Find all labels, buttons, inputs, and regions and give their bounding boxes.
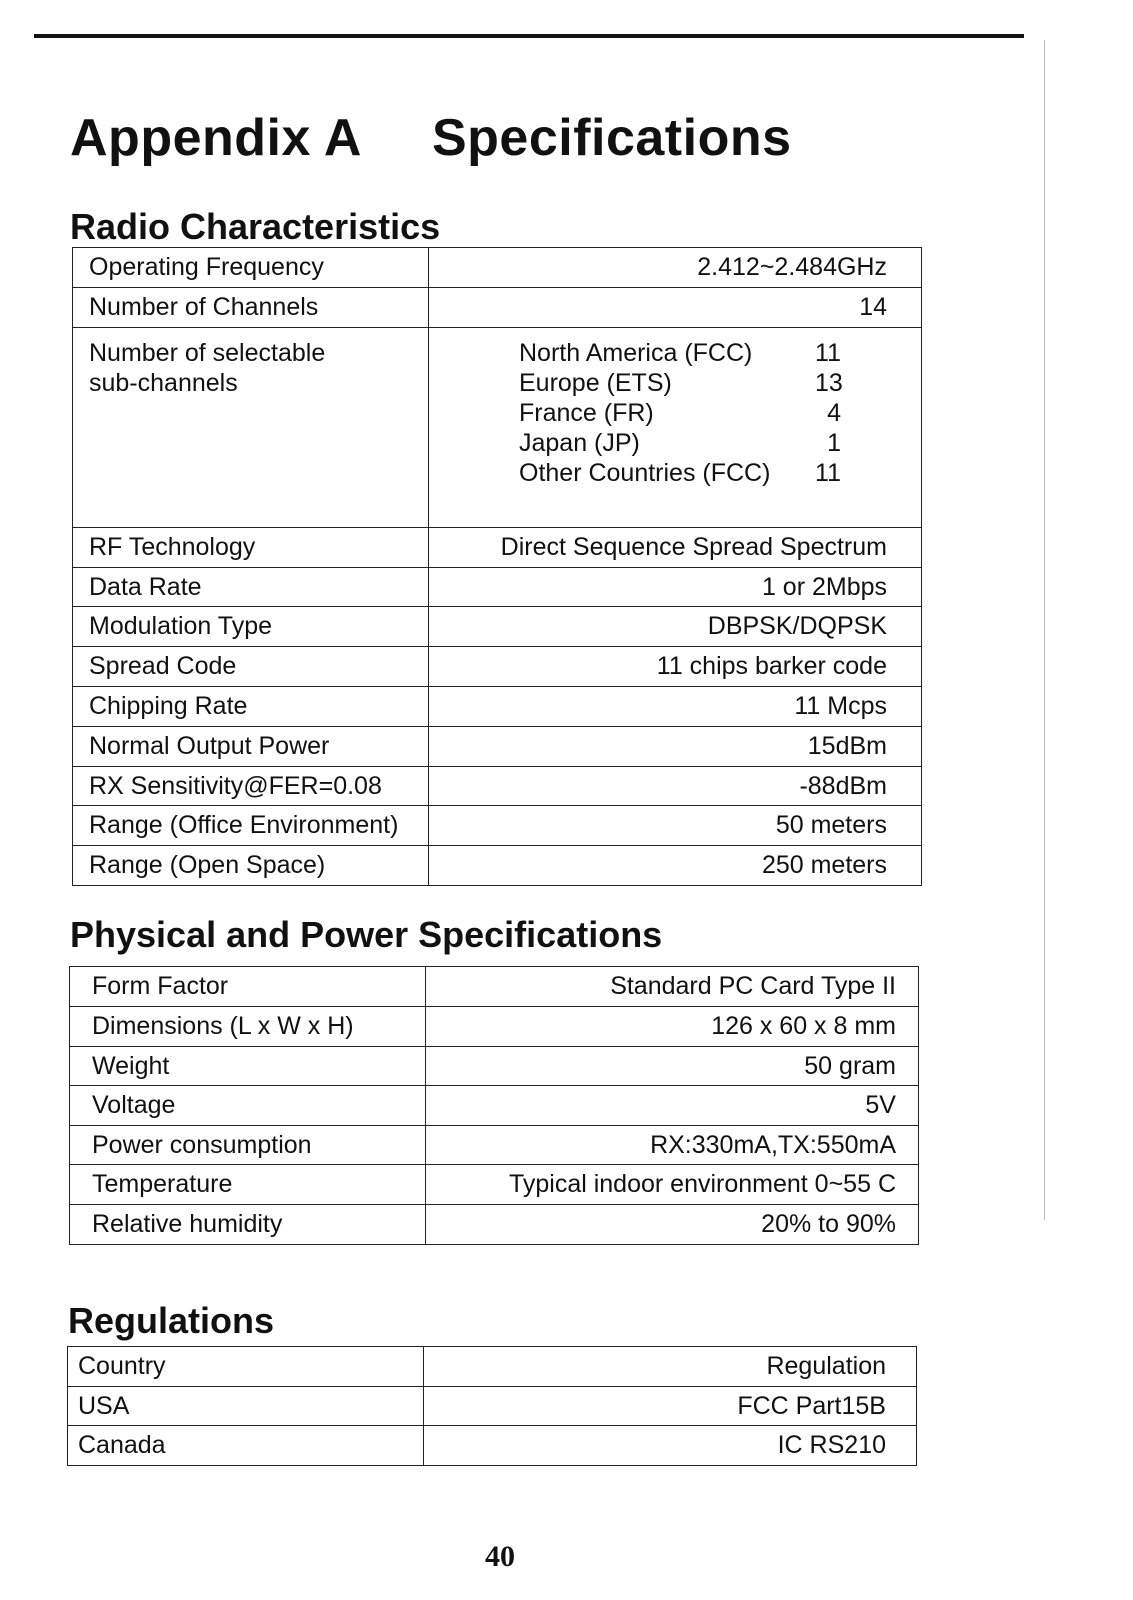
channel-count: 4 xyxy=(827,399,841,427)
spec-value: 126 x 60 x 8 mm xyxy=(426,1007,919,1047)
spec-label: RX Sensitivity@FER=0.08 xyxy=(73,767,429,806)
country-cell: Canada xyxy=(68,1426,424,1466)
list-item xyxy=(519,338,841,368)
table-row xyxy=(70,1126,919,1165)
spec-label: Data Rate xyxy=(73,568,429,607)
spec-value: 5V xyxy=(426,1086,919,1126)
table-row xyxy=(68,1426,917,1466)
radio-spec-table xyxy=(72,247,922,886)
physical-section-title: Physical and Power Specifications xyxy=(70,914,663,955)
spec-label: Dimensions (L x W x H) xyxy=(70,1007,426,1047)
table-row xyxy=(73,806,922,846)
spec-value: 1 or 2Mbps xyxy=(429,568,922,607)
table-row xyxy=(73,568,922,607)
spec-value: 2.412~2.484GHz xyxy=(429,248,922,288)
appendix-title: Specifications xyxy=(431,109,792,167)
table-row xyxy=(73,528,922,568)
table-row xyxy=(73,687,922,727)
spec-label: Relative humidity xyxy=(70,1205,426,1245)
spec-value: RX:330mA,TX:550mA xyxy=(426,1126,919,1165)
spec-label: Spread Code xyxy=(73,647,429,687)
page-number: 40 xyxy=(485,1540,515,1573)
region-name: Japan (JP) xyxy=(519,429,640,457)
spec-label: Normal Output Power xyxy=(73,727,429,767)
spec-label: Number of Channels xyxy=(73,288,429,328)
list-item xyxy=(519,428,841,458)
spec-label: Range (Open Space) xyxy=(73,846,429,886)
spec-value: 50 gram xyxy=(426,1047,919,1086)
table-row xyxy=(73,846,922,886)
list-item xyxy=(519,398,841,428)
regulation-cell: IC RS210 xyxy=(424,1426,917,1466)
table-row xyxy=(73,767,922,806)
spec-value: Typical indoor environment 0~55 C xyxy=(426,1165,919,1205)
spec-label: Weight xyxy=(70,1047,426,1086)
physical-spec-table xyxy=(69,966,919,1245)
page-title xyxy=(70,108,792,168)
subchannel-cell xyxy=(429,328,922,528)
table-row xyxy=(73,328,922,528)
region-name: Other Countries (FCC) xyxy=(519,459,771,487)
channel-count: 11 xyxy=(815,459,841,487)
country-cell: USA xyxy=(68,1387,424,1426)
spec-label: Form Factor xyxy=(70,967,426,1007)
spec-label: Operating Frequency xyxy=(73,248,429,288)
region-name: France (FR) xyxy=(519,399,654,427)
table-row xyxy=(70,967,919,1007)
table-row xyxy=(73,288,922,328)
list-item xyxy=(519,368,841,398)
channel-count: 13 xyxy=(815,369,843,397)
table-row xyxy=(70,1007,919,1047)
region-name: Europe (ETS) xyxy=(519,369,672,397)
spec-label: Range (Office Environment) xyxy=(73,806,429,846)
regulations-table xyxy=(67,1346,917,1466)
region-name: North America (FCC) xyxy=(519,339,753,367)
spec-value: 11 Mcps xyxy=(429,687,922,727)
spec-label: Modulation Type xyxy=(73,607,429,647)
spec-label: Chipping Rate xyxy=(73,687,429,727)
appendix-label: Appendix A xyxy=(70,109,362,167)
page-edge-line xyxy=(1044,40,1045,1220)
table-row xyxy=(68,1347,917,1387)
spec-value: Direct Sequence Spread Spectrum xyxy=(429,528,922,568)
spec-value: 250 meters xyxy=(429,846,922,886)
table-row xyxy=(70,1047,919,1086)
spec-label: RF Technology xyxy=(73,528,429,568)
table-row xyxy=(70,1086,919,1126)
table-row xyxy=(73,727,922,767)
spec-value: 14 xyxy=(429,288,922,328)
spec-label: Voltage xyxy=(70,1086,426,1126)
spec-value: 20% to 90% xyxy=(426,1205,919,1245)
subchannel-list xyxy=(519,338,841,488)
table-header-cell: Country xyxy=(68,1347,424,1387)
table-row xyxy=(73,647,922,687)
spec-label: Temperature xyxy=(70,1165,426,1205)
spec-value: 11 chips barker code xyxy=(429,647,922,687)
table-row xyxy=(70,1165,919,1205)
spec-value: 50 meters xyxy=(429,806,922,846)
spec-value: 15dBm xyxy=(429,727,922,767)
spec-value: -88dBm xyxy=(429,767,922,806)
regulation-cell: FCC Part15B xyxy=(424,1387,917,1426)
table-row xyxy=(73,248,922,288)
spec-value: Standard PC Card Type II xyxy=(426,967,919,1007)
list-item xyxy=(519,458,841,488)
table-row xyxy=(70,1205,919,1245)
table-row xyxy=(73,607,922,647)
radio-section-title: Radio Characteristics xyxy=(70,206,441,247)
table-header-cell: Regulation xyxy=(424,1347,917,1387)
spec-label: Power consumption xyxy=(70,1126,426,1165)
spec-value: DBPSK/DQPSK xyxy=(429,607,922,647)
regulations-section-title: Regulations xyxy=(68,1300,275,1341)
spec-label: Number of selectable sub-channels xyxy=(73,328,429,528)
table-row xyxy=(68,1387,917,1426)
channel-count: 1 xyxy=(827,429,841,457)
top-rule xyxy=(34,34,1024,38)
channel-count: 11 xyxy=(815,339,841,367)
